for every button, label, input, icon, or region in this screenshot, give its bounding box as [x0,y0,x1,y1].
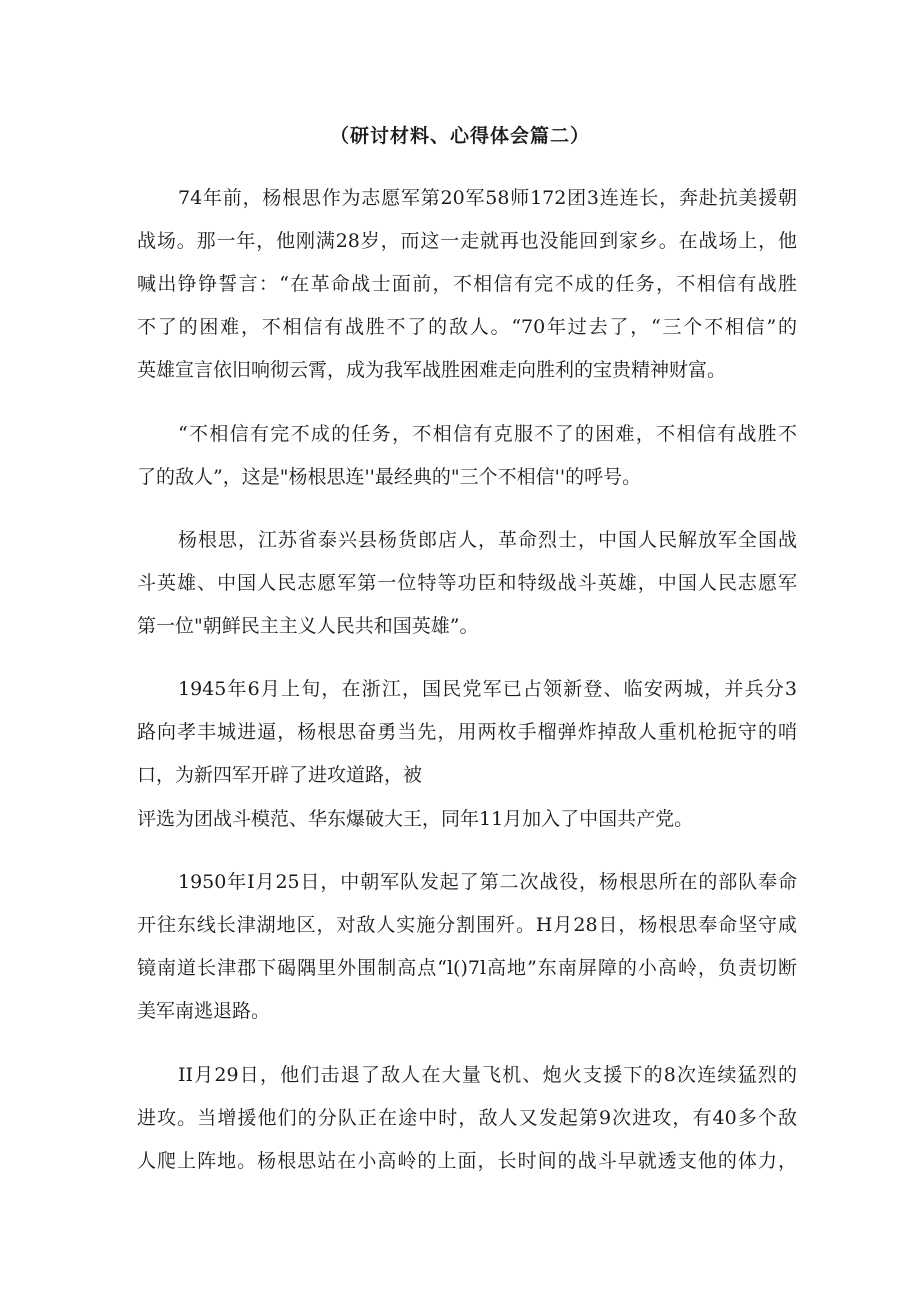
paragraph-7-line-2: 进攻。当增援他们的分队正在途中时，敌人又发起第9次进攻，有40多个敌 [137,1107,797,1129]
paragraph-4-line-2: 路向孝丰城进逼，杨根思奋勇当先，用两枚手榴弹炸掉敌人重机枪扼守的哨 [137,721,797,743]
paragraph-1-line-1: 74年前，杨根思作为志愿军第20军58师172团3连连长，奔赴抗美援朝 [178,187,797,209]
paragraph-2-line-2: 了的敌人”，这是"杨根思连''最经典的"三个不相信''的呼号。 [137,466,642,488]
paragraph-7-line-3: 人爬上阵地。杨根思站在小高岭的上面，长时间的战斗早就透支他的体力， [137,1150,797,1172]
paragraph-2-line-1: “不相信有完不成的任务，不相信有克服不了的困难，不相信有战胜不 [178,423,797,445]
paragraph-7-line-1: II月29日，他们击退了敌人在大量飞机、炮火支援下的8次连续猛烈的 [178,1064,797,1086]
paragraph-6-line-3: 镜南道长津郡下碣隅里外围制高点“l()7l高地”东南屏障的小高岭，负责切断 [137,957,797,979]
paragraph-1-line-4: 不了的困难，不相信有战胜不了的敌人。“70年过去了，“三个不相信”的 [137,316,797,338]
paragraph-1-line-3: 喊出铮铮誓言：“在革命战士面前，不相信有完不成的任务，不相信有战胜 [137,273,797,295]
paragraph-4-line-3: 口，为新四军开辟了进攻道路，被 [137,764,423,786]
paragraph-3-line-1: 杨根思，江苏省泰兴县杨货郎店人，革命烈士，中国人民解放军全国战 [178,529,797,551]
document-title: （研讨材料、心得体会篇二） [329,125,590,147]
paragraph-1-line-5: 英雄宣言依旧响彻云霄，成为我军战胜困难走向胜利的宝贵精神财富。 [137,359,727,381]
paragraph-3-line-2: 斗英雄、中国人民志愿军第一位特等功臣和特级战斗英雄，中国人民志愿军 [137,572,797,594]
paragraph-6-line-1: 1950年I月25日，中朝军队发起了第二次战役，杨根思所在的部队奉命 [178,871,797,893]
paragraph-1-line-2: 战场。那一年，他刚满28岁，而这一走就再也没能回到家乡。在战场上，他 [137,230,797,252]
paragraph-3-line-3: 第一位"朝鲜民主主义人民共和国英雄”。 [137,615,479,637]
paragraph-6-line-2: 开往东线长津湖地区，对敌人实施分割围歼。H月28日，杨根思奉命坚守咸 [137,914,797,936]
paragraph-6-line-4: 美军南逃退路。 [137,1000,271,1022]
paragraph-4-line-1: 1945年6月上旬，在浙江，国民党军已占领新登、临安两城，并兵分3 [178,678,797,700]
paragraph-5-line-1: 评选为团战斗模范、华东爆破大王，同年11月加入了中国共产党。 [137,808,694,830]
